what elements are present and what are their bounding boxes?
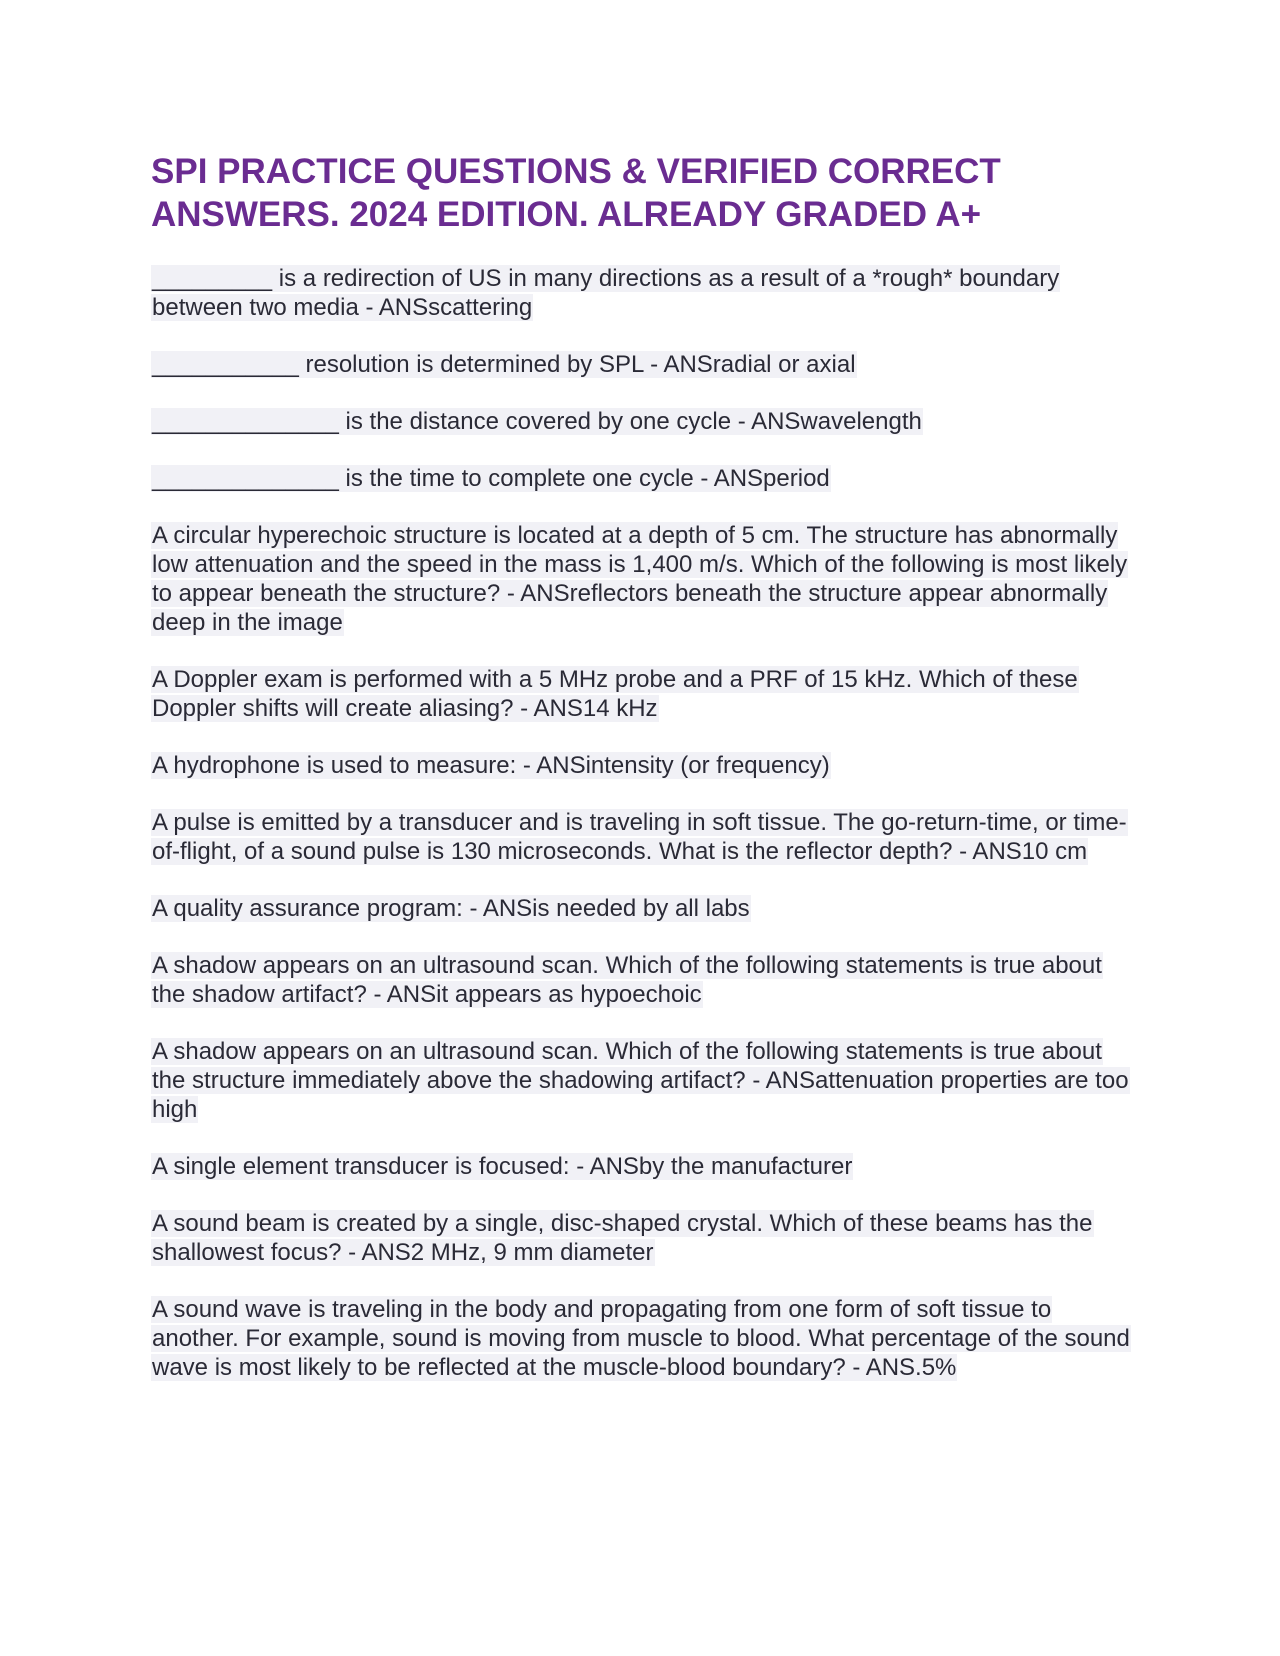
qa-text: A shadow appears on an ultrasound scan. Which of the following statements is true about the structure immediately above the shadowing artifact? - ANSattenuation properties are too high — [152, 1038, 1129, 1123]
qa-text: A circular hyperechoic structure is located at a depth of 5 cm. The structure has abnormally low attenuation and the speed in the mass is 1,400 m/s. Which of the following is most likely to appear beneath the structure? - ANSreflectors beneath the structure appear abnormally deep in the image — [152, 522, 1128, 636]
document-title: SPI PRACTICE QUESTIONS & VERIFIED CORRECT ANSWERS. 2024 EDITION. ALREADY GRADED A+ — [151, 152, 1001, 234]
qa-text: A pulse is emitted by a transducer and is traveling in soft tissue. The go-return-time, or time-of-flight, of a sound pulse is 130 microseconds. What is the reflector depth? - ANS10 cm — [152, 809, 1127, 865]
qa-text: A shadow appears on an ultrasound scan. Which of the following statements is true about the shadow artifact? - ANSit appears as hypoechoic — [152, 952, 1102, 1008]
qa-item — [151, 350, 1141, 379]
qa-text: A Doppler exam is performed with a 5 MHz probe and a PRF of 15 kHz. Which of these Doppler shifts will create aliasing? - ANS14 kHz — [152, 666, 1078, 722]
qa-item — [151, 1295, 1141, 1382]
qa-text: A single element transducer is focused: - ANSby the manufacturer — [152, 1153, 853, 1180]
qa-text: ______________ is the distance covered by one cycle - ANSwavelength — [152, 408, 922, 435]
qa-item — [151, 264, 1141, 322]
qa-text: A sound wave is traveling in the body and propagating from one form of soft tissue to another. For example, sound is moving from muscle to blood. What percentage of the sound wave is most likely to be reflected at the muscle-blood boundary? - ANS.5% — [152, 1296, 1130, 1381]
qa-text: ___________ resolution is determined by SPL - ANSradial or axial — [152, 351, 856, 378]
qa-item — [151, 751, 1141, 780]
qa-item — [151, 808, 1141, 866]
qa-item — [151, 1152, 1141, 1181]
qa-text: ______________ is the time to complete one cycle - ANSperiod — [152, 465, 830, 492]
document-page — [151, 150, 1141, 1410]
qa-item — [151, 407, 1141, 436]
qa-text: A sound beam is created by a single, disc-shaped crystal. Which of these beams has the shallowest focus? - ANS2 MHz, 9 mm diameter — [152, 1210, 1093, 1266]
qa-text: A quality assurance program: - ANSis needed by all labs — [152, 895, 750, 922]
qa-item — [151, 1209, 1141, 1267]
qa-text: A hydrophone is used to measure: - ANSintensity (or frequency) — [152, 752, 830, 779]
qa-item — [151, 464, 1141, 493]
qa-list — [151, 264, 1141, 1382]
qa-item — [151, 521, 1141, 637]
qa-item — [151, 951, 1141, 1009]
qa-text: _________ is a redirection of US in many directions as a result of a *rough* boundary between two media - ANSscattering — [152, 265, 1060, 321]
qa-item — [151, 894, 1141, 923]
qa-item — [151, 665, 1141, 723]
qa-item — [151, 1037, 1141, 1124]
